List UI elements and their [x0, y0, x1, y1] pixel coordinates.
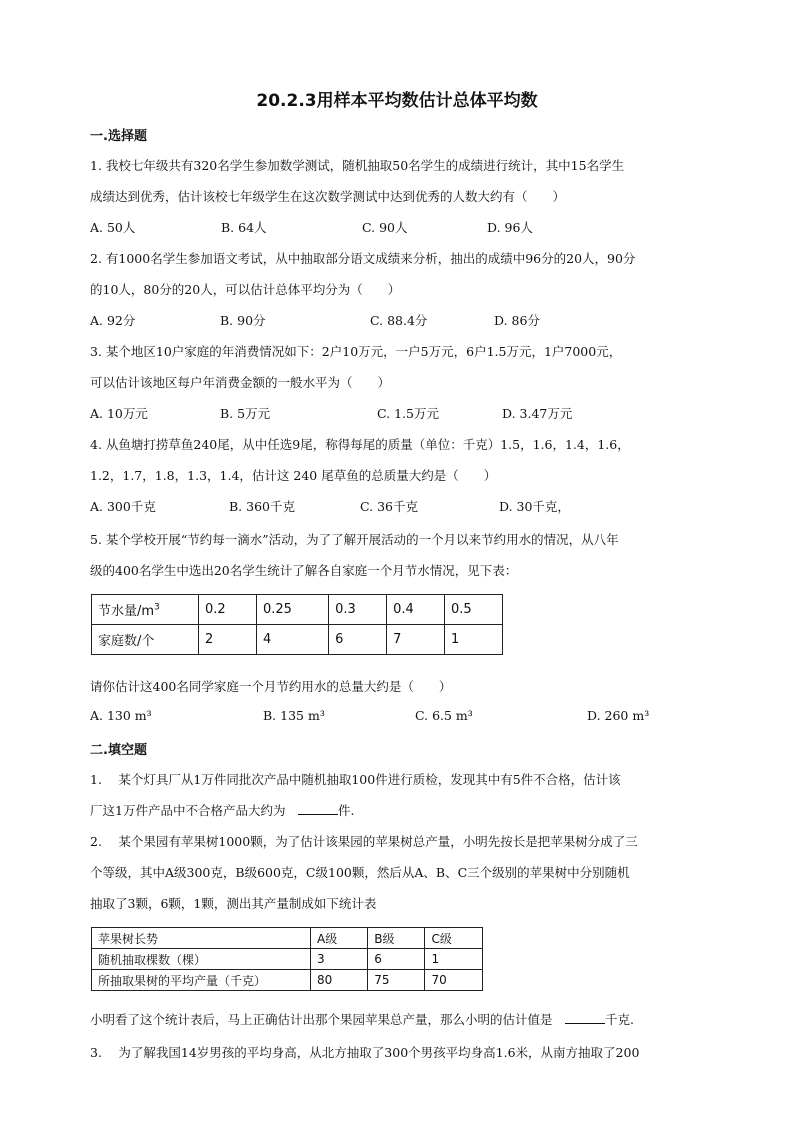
table-cell: 80	[311, 970, 368, 991]
table-cell: 75	[368, 970, 425, 991]
question-1-line-2: 成绩达到优秀，估计该校七年级学生在这次数学测试中达到优秀的人数大约有（ ）	[90, 189, 566, 204]
fill-2-line-1: 2. 某个果园有苹果树1000颗，为了估计该果园的苹果树总产量，小明先按长是把苹果树分成了三	[90, 834, 638, 849]
table-cell: 2	[199, 625, 257, 655]
q3-option-c: C. 1.5万元	[377, 406, 439, 421]
q5-option-c: C. 6.5 m³	[415, 708, 473, 723]
question-2-line-1: 2. 有1000名学生参加语文考试，从中抽取部分语文成绩来分析，抽出的成绩中96分的20人，90分	[90, 251, 636, 266]
question-3-line-1: 3. 某个地区10户家庭的年消费情况如下：2户10万元，一户5万元，6户1.5万元，1户7000元，	[90, 344, 622, 359]
question-1-line-1: 1. 我校七年级共有320名学生参加数学测试，随机抽取50名学生的成绩进行统计，其中15名学生	[90, 158, 625, 173]
fill-2-text: 小明看了这个统计表后，马上正确估计出那个果园苹果总产量，那么小明的估计值是	[90, 1012, 566, 1027]
q2-option-d: D. 86分	[494, 313, 540, 328]
question-4-line-1: 4. 从鱼塘打捞草鱼240尾，从中任选9尾，称得每尾的质量（单位：千克）1.5，1.6，1.4，1.6，	[90, 437, 630, 452]
q4-option-d: D. 30千克，	[499, 499, 570, 514]
q1-option-c: C. 90人	[362, 220, 408, 235]
table-cell: 6	[329, 625, 387, 655]
question-5-line-1: 5. 某个学校开展“节约每一滴水”活动，为了了解开展活动的一个月以来节约用水的情况，从八年	[90, 532, 619, 547]
table-cell: 所抽取果树的平均产量（千克）	[92, 970, 311, 991]
fill-1-line-1: 1. 某个灯具厂从1万件同批次产品中随机抽取100件进行质检，发现其中有5件不合格，估计该	[90, 772, 621, 787]
table-cell: 随机抽取棵数（棵）	[92, 949, 311, 970]
q4-option-a: A. 300千克	[90, 499, 156, 514]
table-row	[92, 625, 503, 655]
table-cell: 0.4	[387, 595, 445, 625]
section-heading-choice: 一.选择题	[90, 129, 147, 144]
page-title: 20.2.3用样本平均数估计总体平均数	[256, 91, 538, 111]
fill-2-line-3: 抽取了3颗，6颗，1颗，测出其产量制成如下统计表	[90, 896, 377, 911]
q2-option-c: C. 88.4分	[370, 313, 428, 328]
answer-blank	[298, 802, 338, 815]
question-5-line-3: 请你估计这400名同学家庭一个月节约用水的总量大约是（ ）	[90, 679, 452, 694]
q1-option-b: B. 64人	[221, 220, 267, 235]
table-header-cell: B级	[368, 928, 425, 949]
fill-1-line-2	[90, 801, 720, 819]
q2-option-a: A. 92分	[90, 313, 136, 328]
table-cell: 0.25	[256, 595, 328, 625]
q5-option-a: A. 130 m³	[90, 708, 152, 723]
q3-option-a: A. 10万元	[90, 406, 148, 421]
table-row	[92, 928, 483, 949]
table-row	[92, 970, 483, 991]
fill-1-unit: 件.	[337, 803, 355, 818]
question-4-line-2: 1.2，1.7，1.8，1.3，1.4，估计这 240 尾草鱼的总质量大约是（ ）	[90, 468, 497, 483]
table-cell: 4	[256, 625, 328, 655]
fill-2-unit: 千克.	[605, 1012, 634, 1027]
fill-3-line-1: 3. 为了解我国14岁男孩的平均身高，从北方抽取了300个男孩平均身高1.6米，从南方抽取了200	[90, 1045, 640, 1060]
table-cell: 6	[368, 949, 425, 970]
table-cell: 3	[311, 949, 368, 970]
question-5-line-2: 级的400名学生中选出20名学生统计了解各自家庭一个月节水情况，见下表：	[90, 563, 518, 578]
q1-option-a: A. 50人	[90, 220, 136, 235]
table-header-cell: C级	[425, 928, 483, 949]
q4-option-c: C. 36千克	[360, 499, 418, 514]
table-row	[92, 949, 483, 970]
question-2-line-2: 的10人，80分的20人，可以估计总体平均分为（ ）	[90, 282, 401, 297]
table-header-cell: A级	[311, 928, 368, 949]
apple-tree-table	[91, 927, 483, 991]
fill-2-line-2: 个等级，其中A级300克，B级600克，C级100颗，然后从A、B、C三个级别的苹果树中分别随机	[90, 865, 630, 880]
question-3-line-2: 可以估计该地区每户年消费金额的一般水平为（ ）	[90, 375, 391, 390]
table-cell: 0.5	[445, 595, 503, 625]
section-heading-fill: 二.填空题	[90, 743, 147, 758]
table-cell: 1	[425, 949, 483, 970]
table-header-cell: 节水量$/m^3$	[92, 595, 199, 625]
q2-option-b: B. 90分	[220, 313, 266, 328]
answer-blank	[565, 1011, 605, 1024]
q5-option-b: B. 135 m³	[263, 708, 325, 723]
table-cell: 0.3	[329, 595, 387, 625]
q3-option-b: B. 5万元	[220, 406, 271, 421]
table-row	[92, 595, 503, 625]
fill-1-text: 厂这1万件产品中不合格产品大约为	[90, 803, 298, 818]
table-cell: 1	[445, 625, 503, 655]
q1-option-d: D. 96人	[487, 220, 533, 235]
table-cell: 0.2	[199, 595, 257, 625]
table-header-cell: 家庭数/个	[92, 625, 199, 655]
table-cell: 70	[425, 970, 483, 991]
table-header-cell: 苹果树长势	[92, 928, 311, 949]
q5-option-d: D. 260 m³	[587, 708, 650, 723]
q3-option-d: D. 3.47万元	[502, 406, 573, 421]
water-saving-table	[91, 594, 503, 655]
fill-2-line-4	[90, 1010, 720, 1028]
q4-option-b: B. 360千克	[229, 499, 295, 514]
table-cell: 7	[387, 625, 445, 655]
